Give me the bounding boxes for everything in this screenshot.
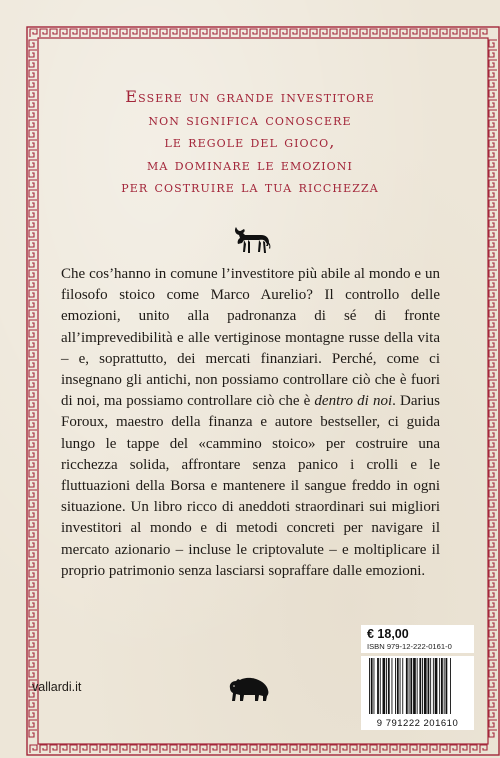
blurb-emphasis: dentro di noi bbox=[314, 393, 393, 410]
blurb-part-1: Che cos’hanno in comune l’investitore più abile al mondo e un filosofo stoico come Marco Aurelio? Il controllo delle emozioni, unito alla padronanza di sé di fronte all’imprevedibilità e alle vertiginose montagne russe della vita – e, soprattutto, dei mercati finanziari. Perché, come ci insegnano gli antichi, non possiamo controllare ciò che è fuori di noi, ma possiamo controllare ciò che è bbox=[61, 266, 440, 410]
barcode-bars bbox=[361, 656, 474, 718]
headline-line: per costruire la tua ricchezza bbox=[121, 177, 379, 196]
cover-content bbox=[44, 44, 456, 714]
headline-line: le regole del gioco, bbox=[164, 132, 336, 151]
bull-icon bbox=[230, 224, 272, 258]
bear-icon bbox=[224, 674, 272, 704]
blurb-part-2: . Darius Foroux, maestro della finanza e autore bestseller, ci guida lungo le tappe del «cammino stoico» per costruire una ricchezza solida, affrontare senza panico i crolli e le fluttuazioni della Borsa e mantenere il sangue freddo in ogni situazione. Un libro ricco di aneddoti straordinari sui migliori investitori al mondo e di metodi concreti per navigare il mercato azionario – incluse le criptovalute – e moltiplicare il proprio patrimonio senza lasciarsi sopraffare dalle emozioni. bbox=[61, 393, 440, 579]
headline-line: non significa conoscere bbox=[148, 109, 352, 129]
headline-line: Essere un grande investitore bbox=[125, 87, 375, 106]
headline-line: ma dominare le emozioni bbox=[147, 154, 353, 174]
barcode bbox=[361, 656, 474, 730]
publisher-website: vallardi.it bbox=[32, 680, 82, 694]
blurb bbox=[61, 264, 440, 582]
headline bbox=[44, 86, 456, 199]
isbn: ISBN 979-12-222-0161-0 bbox=[367, 642, 452, 651]
price-box bbox=[361, 625, 474, 653]
price: € 18,00 bbox=[367, 627, 409, 641]
barcode-number: 9 791222 201610 bbox=[376, 718, 459, 729]
